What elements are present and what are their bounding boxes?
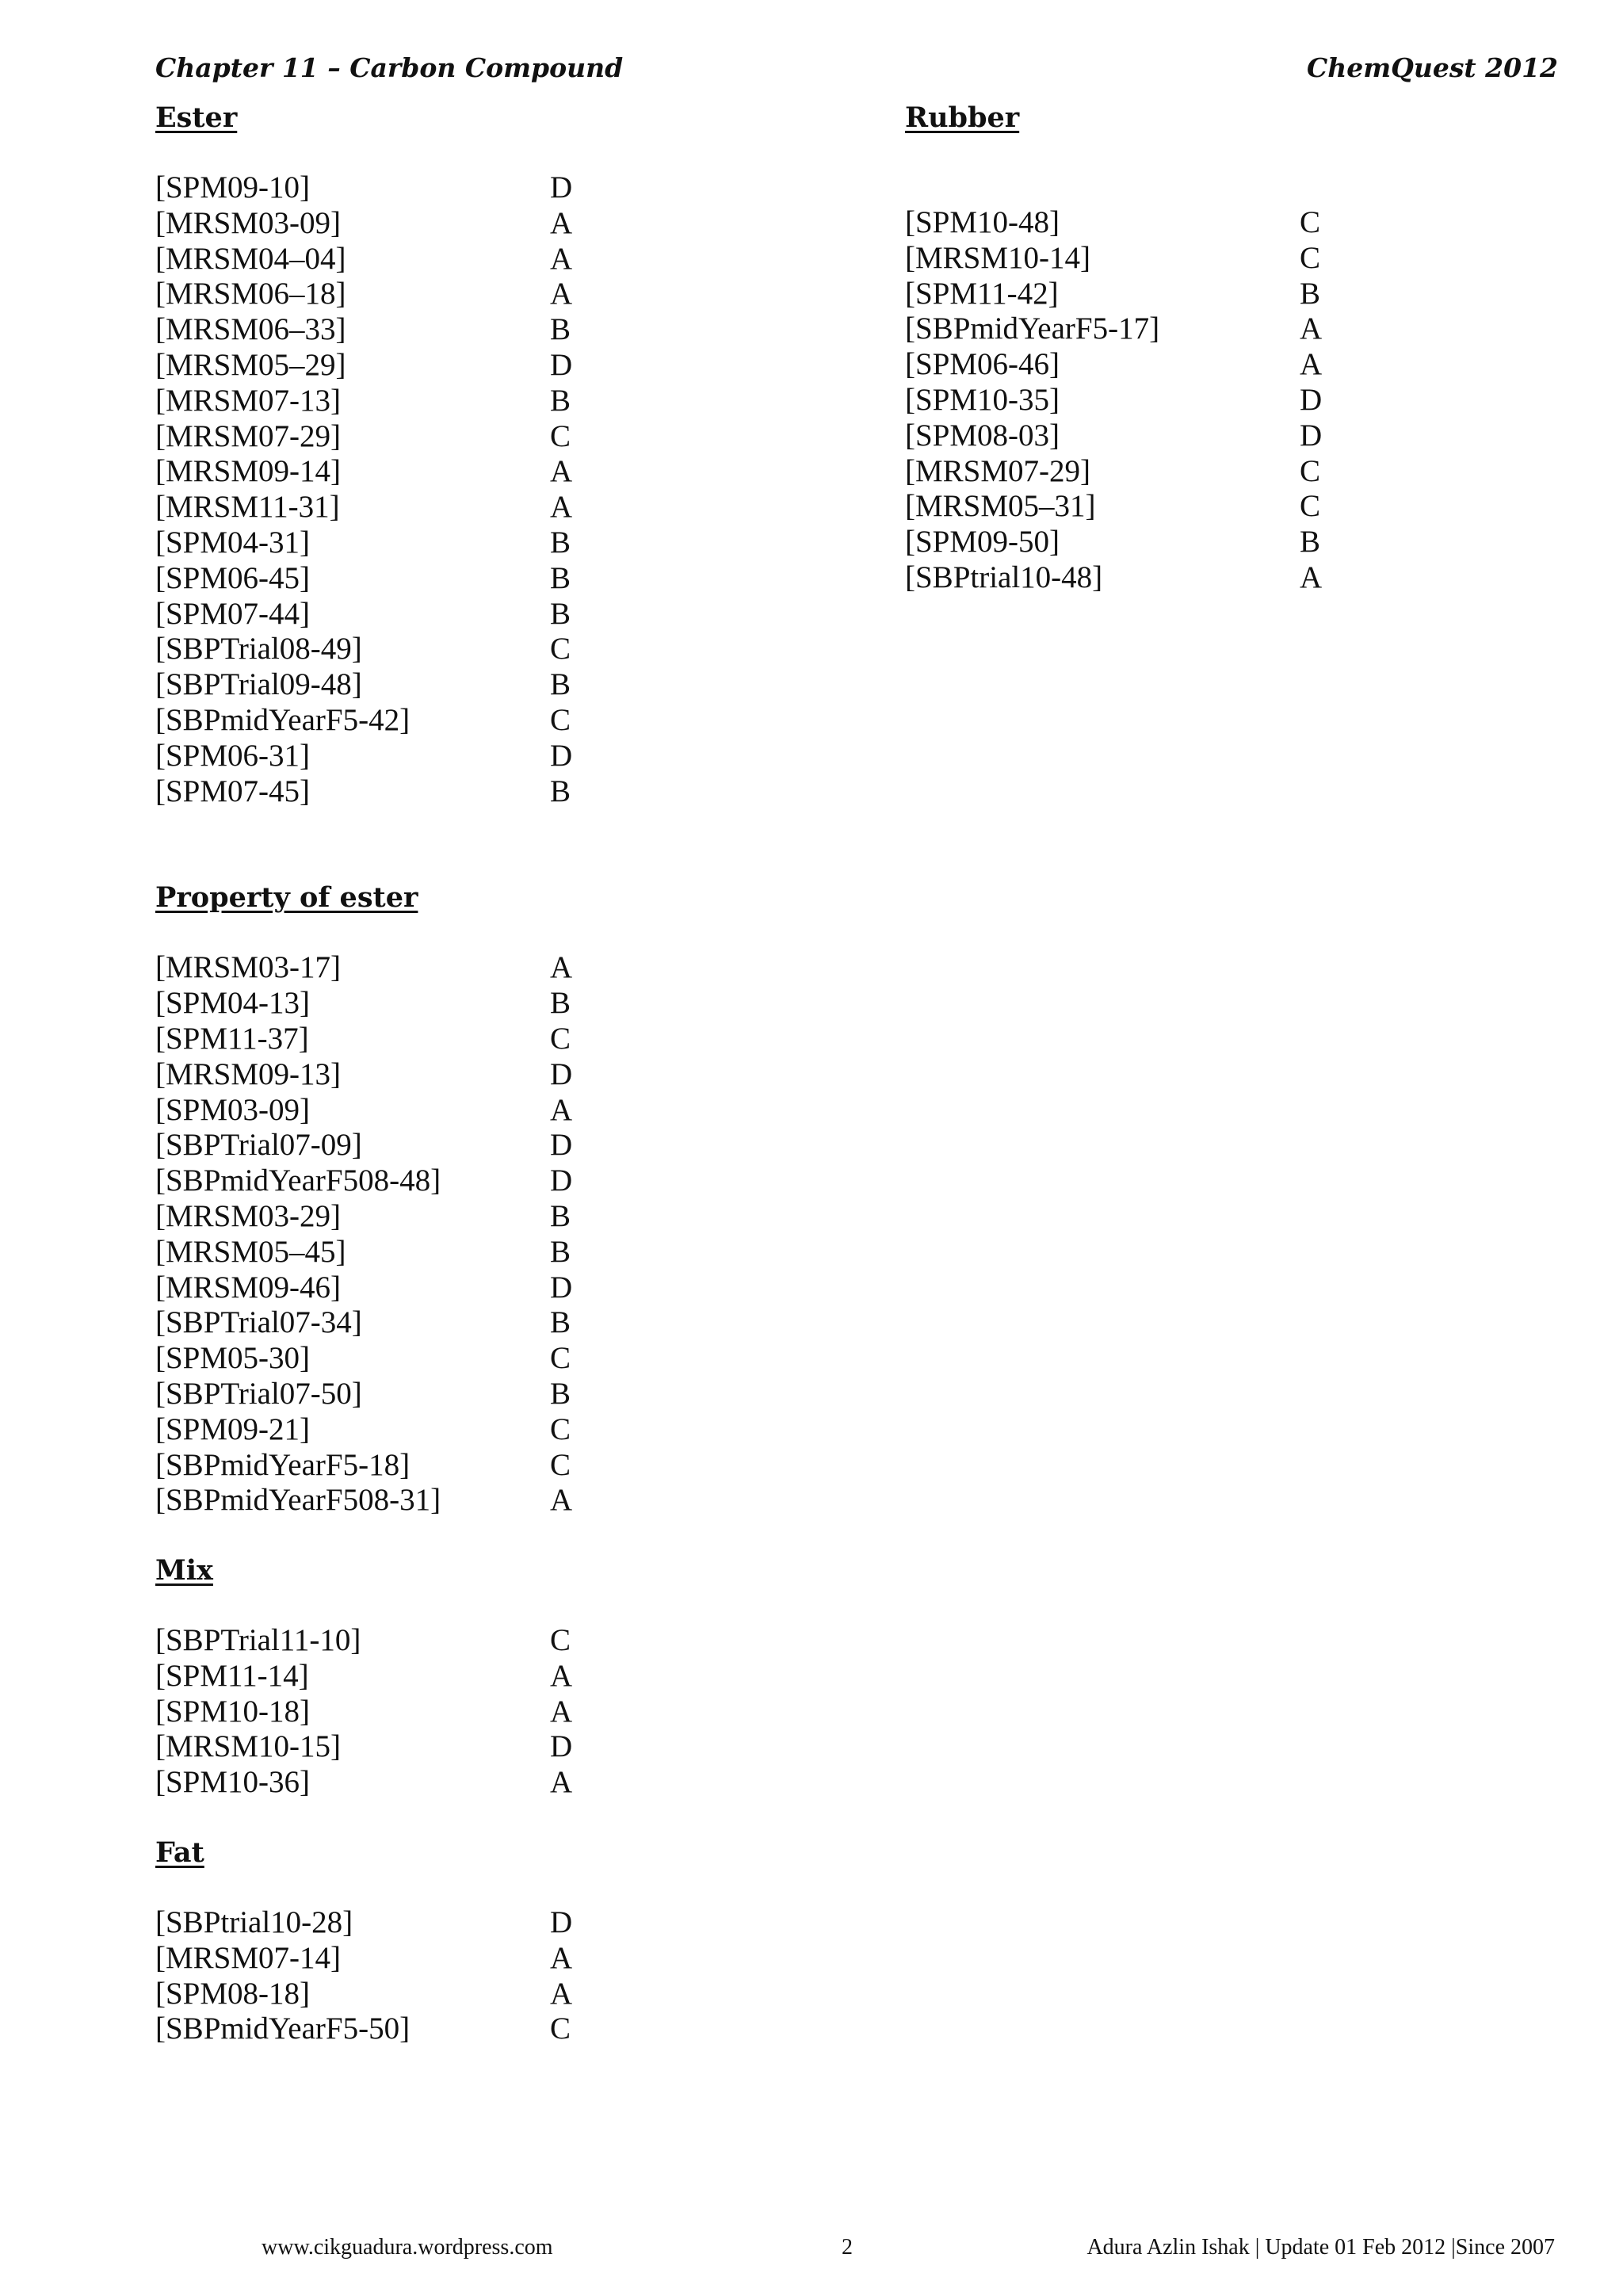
answer-row — [155, 774, 710, 810]
section-fat — [155, 1836, 710, 2047]
answer-letter: B — [550, 596, 571, 631]
answer-letter: D — [550, 1905, 573, 1940]
question-code: [SPM04-31] — [155, 525, 311, 560]
question-code: [MRSM07-29] — [155, 418, 342, 453]
answer-letter: C — [550, 632, 571, 667]
answer-letter: D — [1300, 418, 1323, 453]
answer-row — [155, 1412, 710, 1448]
question-code: [SPM11-42] — [905, 276, 1059, 311]
answer-letter: D — [550, 170, 573, 204]
question-code: [MRSM09-13] — [155, 1056, 342, 1091]
answer-letter: A — [550, 454, 573, 489]
answer-letter: D — [550, 1270, 573, 1305]
section-rubber — [905, 101, 1460, 596]
question-code: [MRSM03-29] — [155, 1198, 342, 1233]
answer-letter: A — [550, 1940, 573, 1975]
question-code: [MRSM06–18] — [155, 277, 346, 311]
answer-letter: A — [550, 1092, 573, 1127]
answer-letter: B — [550, 1376, 571, 1411]
answer-row — [155, 1694, 710, 1730]
answer-row — [155, 703, 710, 739]
question-code: [SPM09-10] — [155, 170, 311, 204]
answer-letter: B — [550, 312, 571, 347]
footer-author: Adura Azlin Ishak | Update 01 Feb 2012 |Since 2007 — [1086, 2235, 1555, 2260]
footer-page-number: 2 — [842, 2235, 853, 2260]
answer-row — [155, 1199, 710, 1235]
answer-row — [155, 312, 710, 348]
question-code: [SBPmidYearF508-48] — [155, 1163, 441, 1198]
answer-row — [155, 739, 710, 774]
answer-letter: A — [550, 1483, 573, 1518]
answer-letter: C — [550, 1447, 571, 1482]
answer-letter: C — [550, 1412, 571, 1446]
question-code: [MRSM07-29] — [905, 453, 1091, 488]
question-code: [SPM06-31] — [155, 738, 311, 773]
left-column — [155, 101, 710, 2047]
section-ester — [155, 101, 710, 809]
question-code: [MRSM05–45] — [155, 1234, 346, 1269]
answer-letter: C — [1300, 453, 1321, 488]
question-code: [SPM10-18] — [155, 1694, 311, 1729]
answer-letter: D — [550, 1163, 573, 1198]
answer-row — [155, 1377, 710, 1412]
question-code: [SBPmidYearF5-42] — [155, 702, 411, 737]
question-code: [SPM03-09] — [155, 1092, 311, 1127]
question-code: [MRSM04–04] — [155, 241, 346, 276]
answer-letter: B — [550, 1198, 571, 1233]
section-title-ester: Ester — [155, 101, 238, 134]
question-code: [MRSM09-14] — [155, 454, 342, 489]
answer-row — [155, 277, 710, 312]
answer-letter: C — [1300, 205, 1321, 239]
question-code: [SPM11-14] — [155, 1658, 309, 1693]
answer-row — [905, 489, 1460, 525]
answer-row — [155, 1022, 710, 1057]
answer-row — [155, 1765, 710, 1801]
answer-row — [905, 347, 1460, 383]
answer-row — [155, 1659, 710, 1694]
question-code: [SPM07-45] — [155, 774, 311, 808]
answer-row — [905, 383, 1460, 418]
answer-row — [155, 1341, 710, 1377]
answer-list-ester — [155, 170, 710, 809]
answer-letter: A — [1300, 311, 1323, 346]
question-code: [SBPTrial07-50] — [155, 1376, 362, 1411]
answer-row — [155, 490, 710, 525]
answer-row — [155, 242, 710, 277]
question-code: [MRSM06–33] — [155, 312, 346, 347]
answer-row — [155, 1270, 710, 1306]
section-title-mix: Mix — [155, 1554, 213, 1587]
question-code: [MRSM11-31] — [155, 490, 340, 525]
question-code: [MRSM07-14] — [155, 1940, 342, 1975]
question-code: [SPM05-30] — [155, 1341, 311, 1376]
answer-letter: C — [550, 702, 571, 737]
answer-letter: C — [1300, 240, 1321, 275]
answer-letter: A — [1300, 560, 1323, 594]
answer-row — [155, 206, 710, 242]
answer-row — [155, 1235, 710, 1270]
answer-row — [155, 1905, 710, 1941]
question-code: [SBPtrial10-28] — [155, 1905, 353, 1940]
answer-row — [155, 1977, 710, 2012]
answer-row — [155, 950, 710, 986]
answer-row — [155, 1305, 710, 1341]
answer-row — [905, 205, 1460, 241]
answer-letter: A — [550, 1694, 573, 1729]
question-code: [SPM10-48] — [905, 205, 1060, 239]
question-code: [MRSM10-15] — [155, 1729, 342, 1764]
answer-row — [905, 454, 1460, 490]
answer-letter: C — [550, 2011, 571, 2046]
answer-row — [155, 348, 710, 384]
answer-row — [905, 241, 1460, 277]
question-code: [SBPmidYearF508-31] — [155, 1483, 441, 1518]
answer-row — [155, 454, 710, 490]
question-code: [SPM11-37] — [155, 1021, 309, 1056]
footer-website: www.cikguadura.wordpress.com — [262, 2235, 553, 2260]
question-code: [MRSM10-14] — [905, 240, 1091, 275]
answer-row — [905, 311, 1460, 347]
answer-letter: B — [550, 560, 571, 595]
question-code: [SBPtrial10-48] — [905, 560, 1103, 594]
question-code: [MRSM07-13] — [155, 383, 342, 418]
answer-row — [155, 1483, 710, 1519]
answer-row — [155, 1128, 710, 1163]
right-column — [905, 101, 1460, 596]
answer-row — [155, 1448, 710, 1484]
answer-letter: B — [550, 774, 571, 808]
answer-list-rubber — [905, 205, 1460, 596]
question-code: [SPM06-45] — [155, 560, 311, 595]
answer-row — [155, 1093, 710, 1129]
question-code: [MRSM09-46] — [155, 1270, 342, 1305]
section-title-property-of-ester: Property of ester — [155, 881, 418, 915]
answer-letter: C — [550, 418, 571, 453]
answer-letter: C — [1300, 489, 1321, 524]
answer-letter: B — [550, 667, 571, 702]
answer-row — [155, 1941, 710, 1977]
answer-row — [905, 418, 1460, 454]
answer-row — [155, 1057, 710, 1093]
answer-row — [155, 2011, 710, 2047]
question-code: [SBPTrial07-34] — [155, 1305, 362, 1340]
answer-letter: B — [550, 1234, 571, 1269]
question-code: [SBPTrial09-48] — [155, 667, 362, 702]
question-code: [MRSM03-09] — [155, 205, 342, 240]
answer-row — [905, 277, 1460, 312]
answer-letter: B — [1300, 276, 1321, 311]
answer-letter: B — [1300, 525, 1321, 560]
answer-row — [155, 632, 710, 667]
answer-letter: A — [550, 490, 573, 525]
answer-letter: B — [550, 383, 571, 418]
question-code: [SPM10-35] — [905, 382, 1060, 417]
answer-letter: D — [550, 347, 573, 382]
question-code: [SBPmidYearF5-50] — [155, 2011, 411, 2046]
answer-row — [155, 384, 710, 419]
answer-row — [155, 561, 710, 597]
question-code: [SPM09-21] — [155, 1412, 311, 1446]
answer-letter: D — [1300, 382, 1323, 417]
section-title-rubber: Rubber — [905, 101, 1020, 134]
section-mix — [155, 1553, 710, 1801]
answer-letter: D — [550, 738, 573, 773]
question-code: [SPM04-13] — [155, 986, 311, 1021]
answer-letter: C — [550, 1623, 571, 1658]
answer-letter: B — [550, 986, 571, 1021]
answer-letter: B — [550, 1305, 571, 1340]
answer-letter: A — [550, 205, 573, 240]
answer-letter: A — [550, 1658, 573, 1693]
question-code: [SPM08-03] — [905, 418, 1060, 453]
answer-row — [155, 1729, 710, 1765]
answer-letter: B — [550, 525, 571, 560]
page-header-chapter: Chapter 11 – Carbon Compound — [155, 52, 624, 83]
answer-list-fat — [155, 1905, 710, 2047]
answer-row — [155, 1163, 710, 1199]
question-code: [SBPmidYearF5-17] — [905, 311, 1160, 346]
answer-row — [155, 597, 710, 632]
answer-letter: D — [550, 1729, 573, 1764]
answer-row — [155, 1623, 710, 1659]
answer-list-mix — [155, 1623, 710, 1801]
answer-letter: A — [550, 1765, 573, 1800]
answer-letter: D — [550, 1128, 573, 1163]
answer-letter: A — [1300, 347, 1323, 382]
question-code: [SBPTrial11-10] — [155, 1623, 361, 1658]
answer-letter: A — [550, 277, 573, 311]
answer-row — [155, 419, 710, 455]
question-code: [SPM09-50] — [905, 525, 1060, 560]
answer-row — [155, 986, 710, 1022]
answer-letter: A — [550, 241, 573, 276]
question-code: [MRSM05–29] — [155, 347, 346, 382]
answer-letter: D — [550, 1056, 573, 1091]
answer-list-property-of-ester — [155, 950, 710, 1519]
question-code: [SPM10-36] — [155, 1765, 311, 1800]
answer-letter: A — [550, 950, 573, 985]
question-code: [SPM07-44] — [155, 596, 311, 631]
question-code: [SBPmidYearF5-18] — [155, 1447, 411, 1482]
answer-row — [905, 525, 1460, 560]
answer-letter: C — [550, 1021, 571, 1056]
question-code: [SBPTrial08-49] — [155, 632, 362, 667]
answer-letter: A — [550, 1976, 573, 2011]
question-code: [MRSM05–31] — [905, 489, 1096, 524]
page-header-title: ChemQuest 2012 — [1306, 52, 1558, 83]
answer-row — [905, 560, 1460, 596]
question-code: [SPM08-18] — [155, 1976, 311, 2011]
answer-row — [155, 170, 710, 206]
answer-row — [155, 667, 710, 703]
section-title-fat: Fat — [155, 1836, 204, 1870]
question-code: [SBPTrial07-09] — [155, 1128, 362, 1163]
answer-row — [155, 525, 710, 561]
question-code: [SPM06-46] — [905, 347, 1060, 382]
question-code: [MRSM03-17] — [155, 950, 342, 985]
answer-letter: C — [550, 1341, 571, 1376]
section-property-of-ester — [155, 881, 710, 1519]
